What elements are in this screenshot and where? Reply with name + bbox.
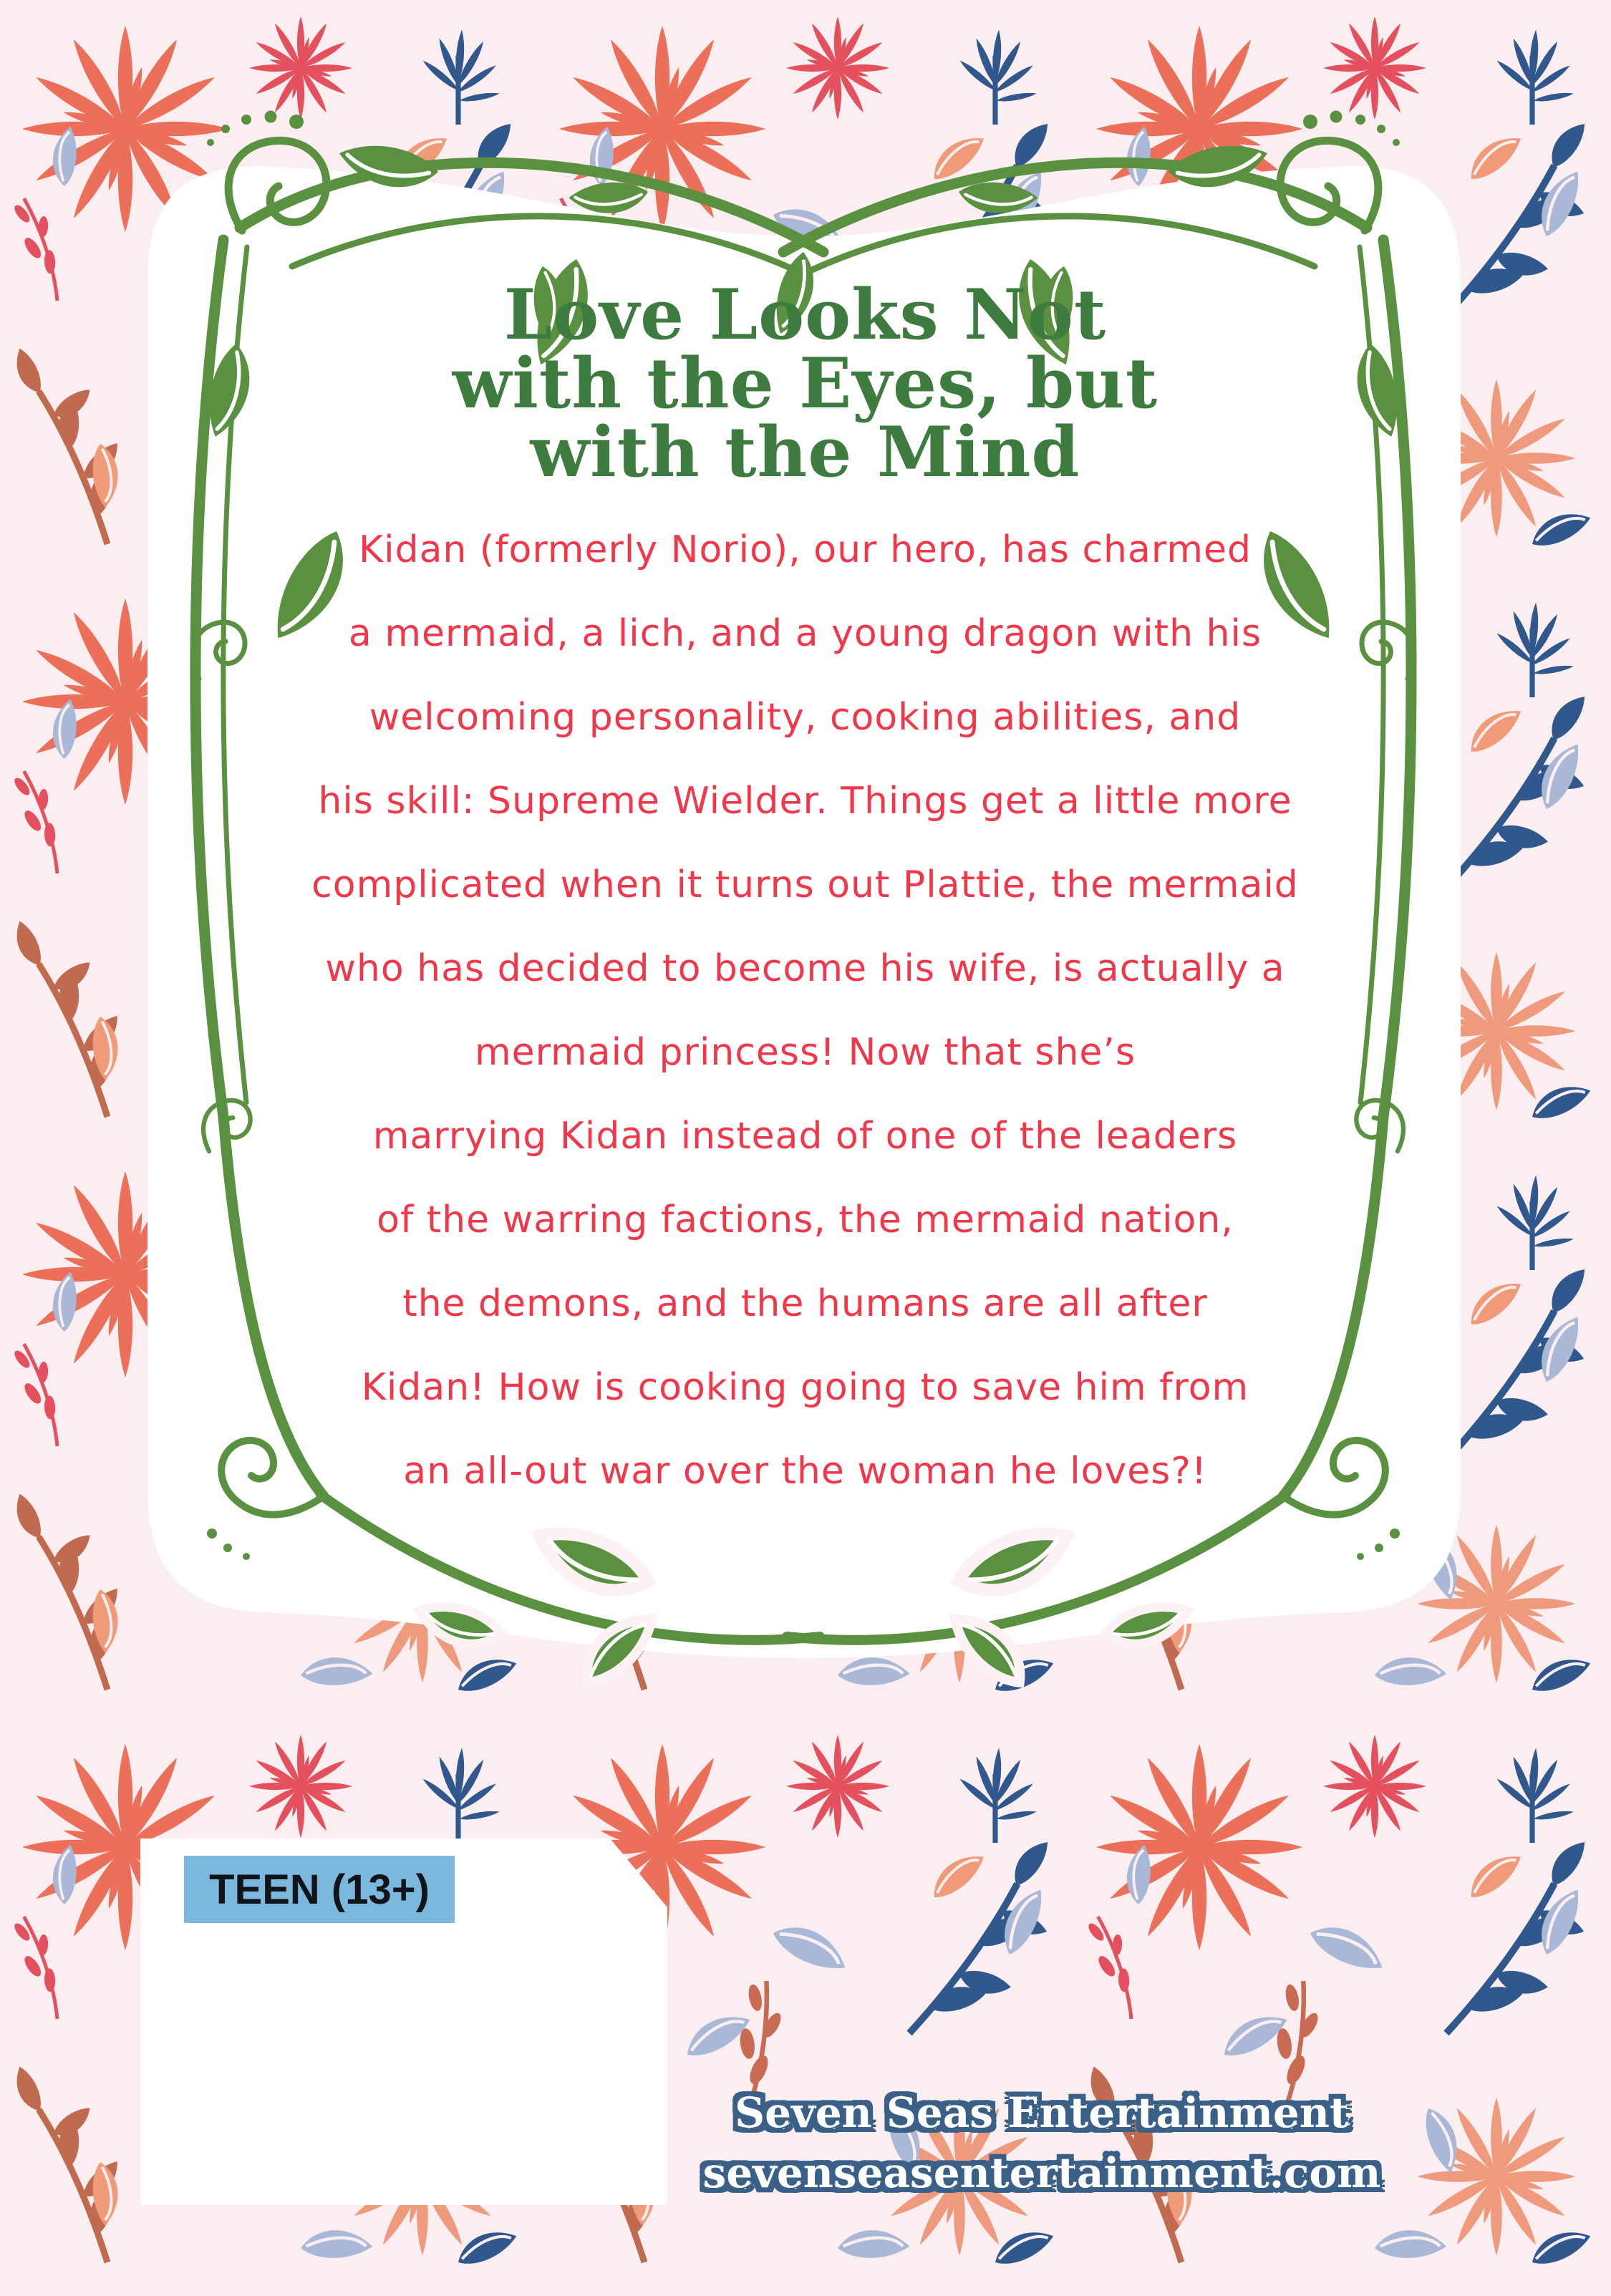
- synopsis-line: welcoming personality, cooking abilities, and: [369, 696, 1242, 739]
- tagline-line: with the Mind: [530, 412, 1080, 493]
- synopsis-text: [147, 508, 1463, 1513]
- synopsis-line: marrying Kidan instead of one of the leaders: [372, 1115, 1238, 1158]
- synopsis-line: an all-out war over the woman he loves?!: [403, 1450, 1207, 1493]
- publisher-footer: [680, 2088, 1403, 2197]
- publisher-name: Seven Seas Entertainment: [735, 2088, 1349, 2137]
- synopsis-line: who has decided to become his wife, is actually a: [325, 947, 1285, 990]
- tagline-line: Love Looks Not: [503, 274, 1107, 355]
- synopsis-line: Kidan (formerly Norio), our hero, has charmed: [359, 528, 1252, 571]
- tagline-title: [147, 274, 1463, 493]
- publisher-website: sevenseasentertainment.com: [702, 2149, 1381, 2197]
- synopsis-line: the demons, and the humans are all after: [402, 1282, 1208, 1325]
- synopsis-line: complicated when it turns out Plattie, the mermaid: [311, 863, 1299, 906]
- age-rating-label: TEEN (13+): [209, 1866, 430, 1913]
- synopsis-line: of the warring factions, the mermaid nation,: [377, 1198, 1234, 1241]
- synopsis-line: Kidan! How is cooking going to save him from: [361, 1366, 1249, 1409]
- age-rating-badge: [184, 1856, 455, 1923]
- synopsis-line: mermaid princess! Now that she’s: [474, 1031, 1136, 1074]
- tagline-line: with the Eyes, but: [452, 343, 1158, 424]
- synopsis-line: his skill: Supreme Wielder. Things get a little more: [318, 780, 1292, 823]
- synopsis-line: a mermaid, a lich, and a young dragon with his: [348, 612, 1262, 655]
